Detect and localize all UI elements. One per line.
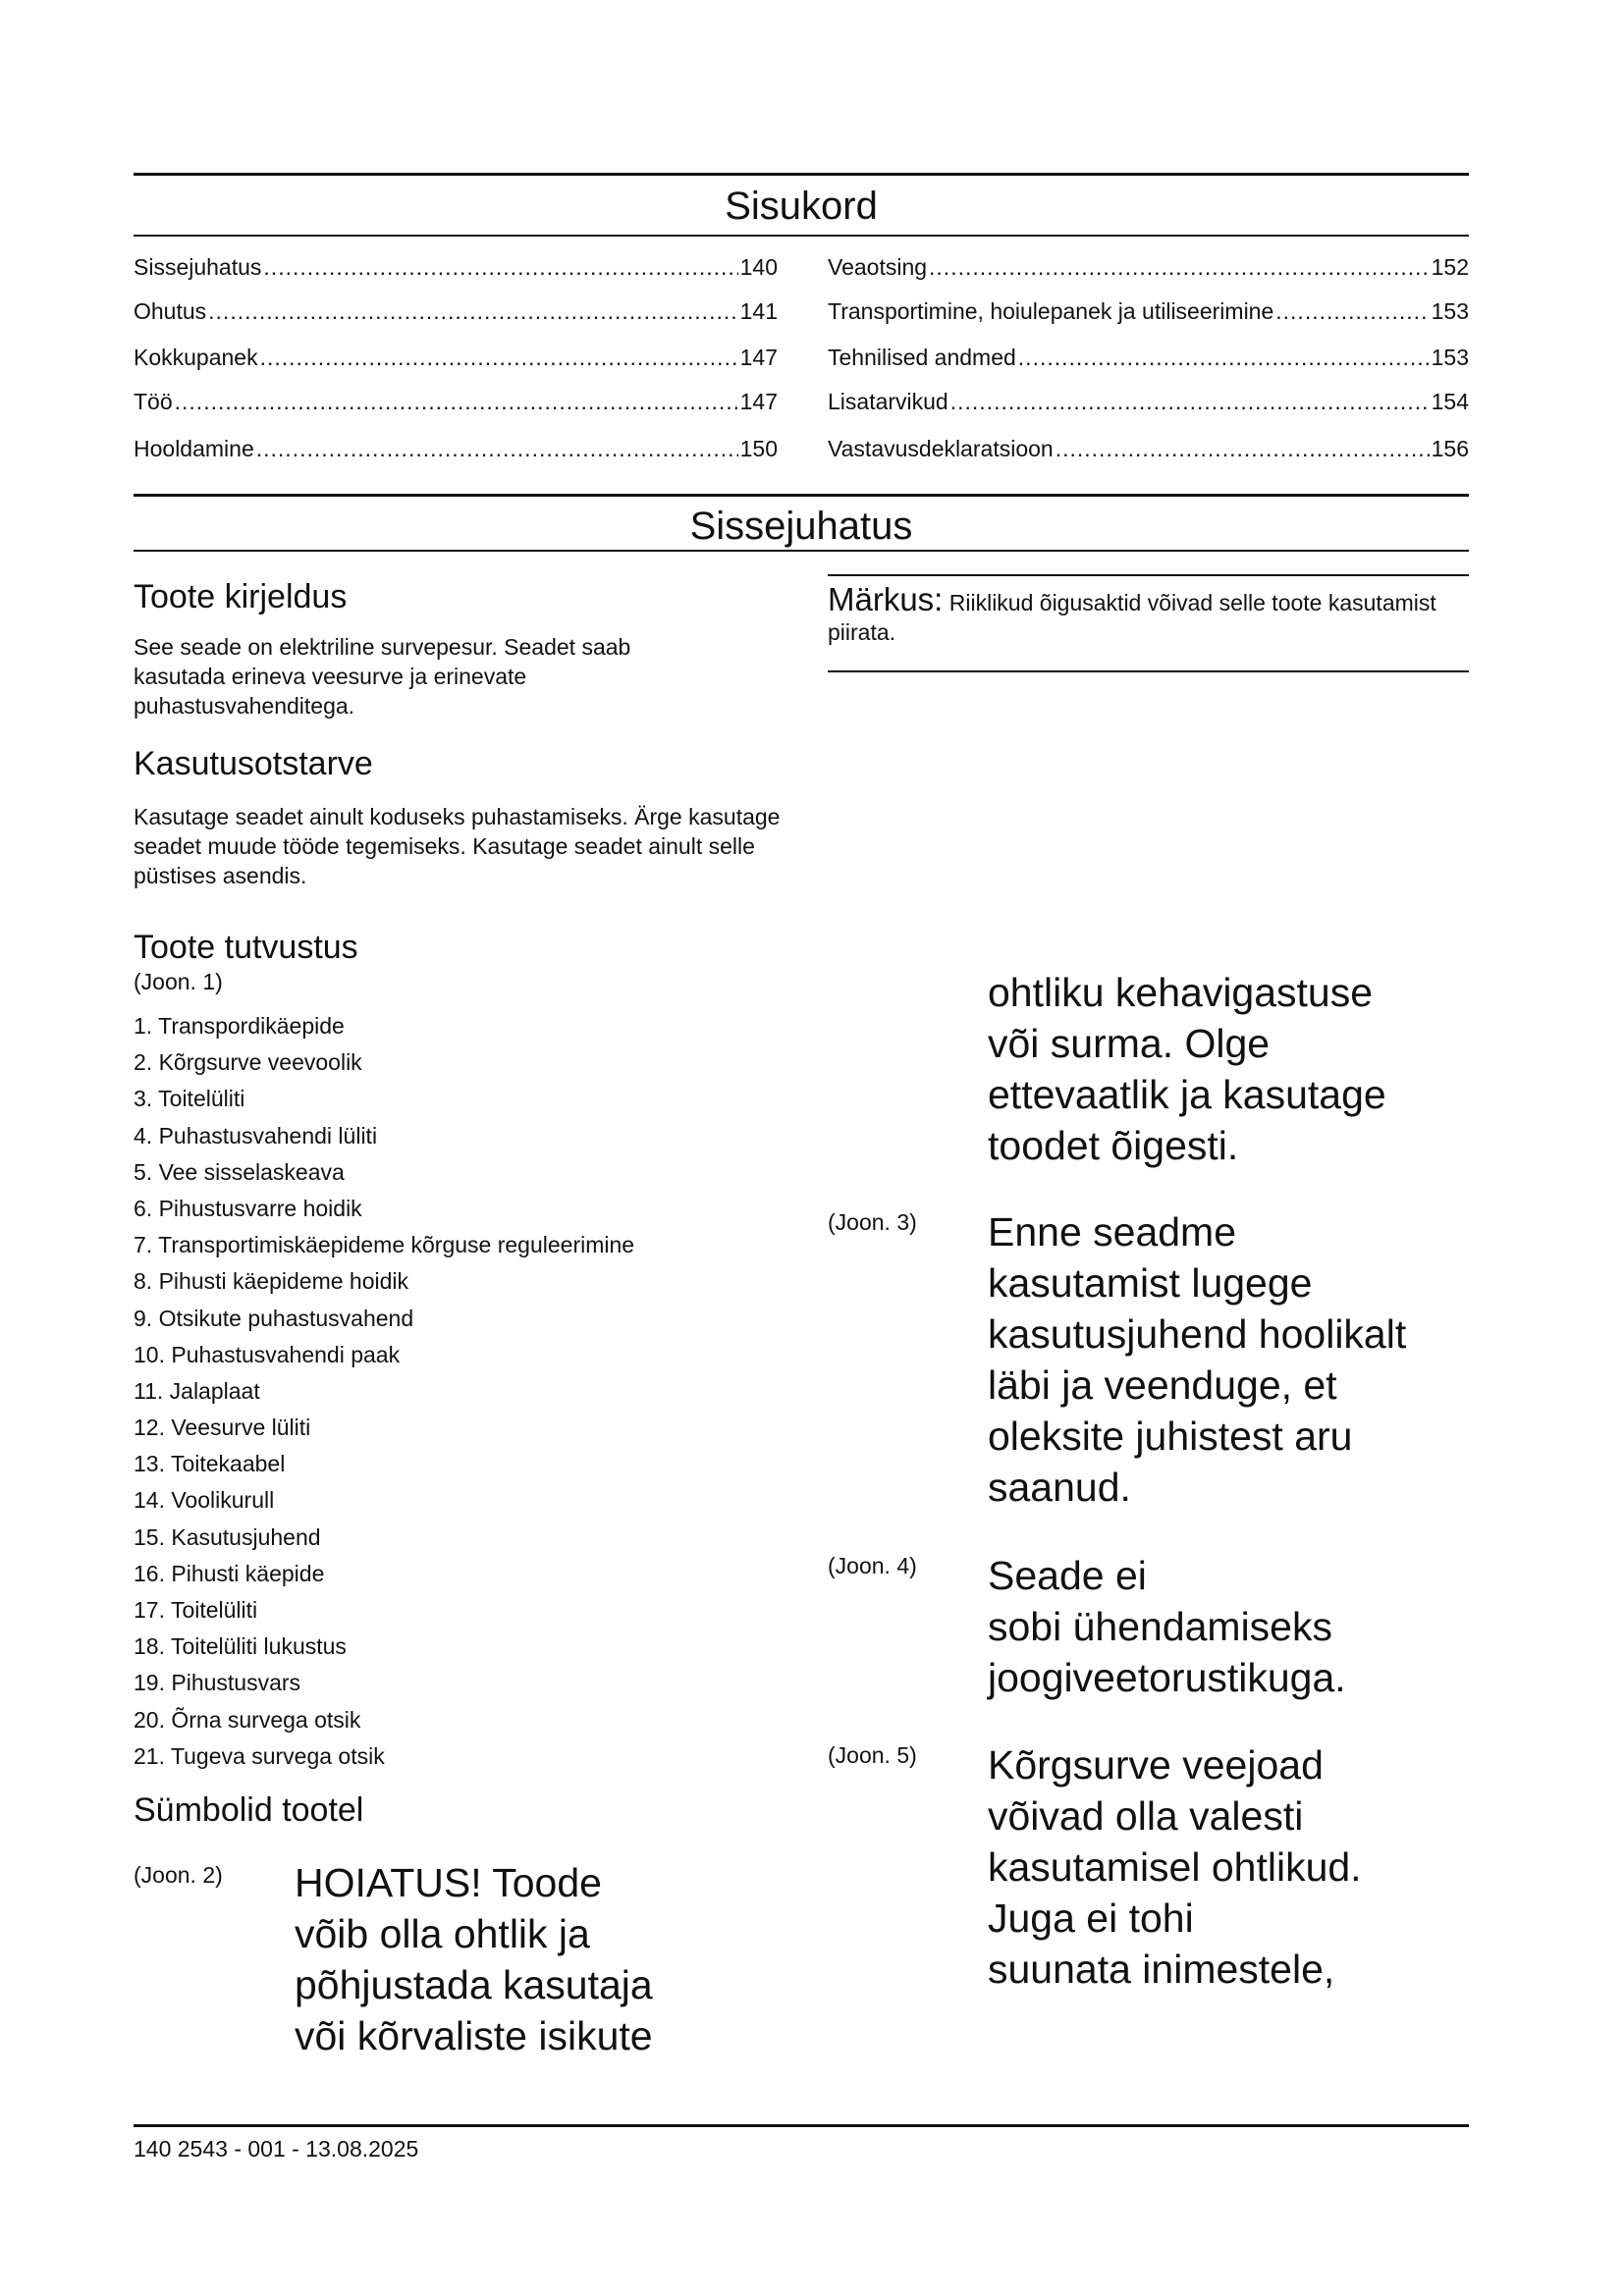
toc-entry-page: 153 (1431, 298, 1469, 324)
intro-top-rule (134, 494, 1469, 497)
toc-entry-page: 153 (1431, 345, 1469, 370)
toc-entry[interactable] (828, 295, 1469, 327)
toc-entry[interactable] (134, 342, 778, 373)
symbols-heading: Sümbolid tootel (134, 1791, 364, 1829)
toc-title: Sisukord (725, 185, 878, 228)
symbol-warning-text-continued: ohtliku kehavigastuse või surma. Olge ettevaatlik ja kasutage toodet õigesti. (988, 970, 1386, 1168)
toc-entry[interactable] (828, 342, 1469, 373)
list-item: 10. Puhastusvahendi paak (134, 1341, 401, 1367)
list-item: 17. Toitelüliti (134, 1597, 258, 1623)
toc-entry-label: Vastavusdeklaratsioon (828, 436, 1054, 461)
intended-use-heading: Kasutusotstarve (134, 745, 373, 782)
symbol-ref: (Joon. 3) (828, 1209, 917, 1235)
note-text: Riiklikud õigusaktid võivad selle toote kasutamist piirata. (828, 590, 1436, 645)
toc-entry-page: 156 (1431, 436, 1469, 461)
list-item: 9. Otsikute puhastusvahend (134, 1305, 414, 1331)
intro-title: Sissejuhatus (689, 505, 913, 548)
toc-entry-page: 150 (739, 436, 778, 461)
list-item: 21. Tugeva survega otsik (134, 1742, 385, 1769)
list-item: 12. Veesurve lüliti (134, 1415, 311, 1441)
list-item: 1. Transpordikäepide (134, 1013, 345, 1039)
toc-entry-label: Töö (134, 389, 173, 414)
toc-entry-page: 154 (1431, 389, 1469, 414)
list-item: 19. Pihustusvars (134, 1670, 301, 1696)
list-item: 6. Pihustusvarre hoidik (134, 1195, 362, 1221)
product-overview-ref: (Joon. 1) (134, 969, 223, 994)
list-item: 5. Vee sisselaskeava (134, 1158, 345, 1185)
list-item: 3. Toitelüliti (134, 1086, 245, 1112)
toc-entry-label: Kokkupanek (134, 345, 258, 370)
list-item: 13. Toitekaabel (134, 1451, 286, 1477)
toc-entry-page: 147 (739, 389, 778, 414)
symbol-warning-text: HOIATUS! Toode võib olla ohtlik ja põhjustada kasutaja või kõrvaliste isikute (295, 1860, 653, 2058)
toc-entry[interactable] (134, 251, 778, 283)
toc-entry-label: Tehnilised andmed (828, 345, 1016, 370)
symbol-ref: (Joon. 4) (828, 1553, 917, 1578)
list-item: 4. Puhastusvahendi lüliti (134, 1122, 378, 1148)
toc-entry-page: 152 (1431, 254, 1469, 280)
footer-rule (134, 2124, 1469, 2127)
intro-title-rule (134, 550, 1469, 552)
note-bottom-rule (828, 670, 1469, 672)
toc-entry-label: Transportimine, hoiulepanek ja utiliseerimine (828, 298, 1274, 324)
toc-title-rule (134, 235, 1469, 237)
note-box (828, 581, 1466, 647)
toc-entry-label: Hooldamine (134, 436, 254, 461)
toc-entry-label: Lisatarvikud (828, 389, 948, 414)
list-item: 16. Pihusti käepide (134, 1560, 325, 1586)
toc-entry-label: Sissejuhatus (134, 254, 262, 280)
list-item: 18. Toitelüliti lukustus (134, 1633, 347, 1660)
list-item: 2. Kõrgsurve veevoolik (134, 1049, 362, 1076)
list-item: 20. Õrna survega otsik (134, 1706, 361, 1733)
toc-entry[interactable] (134, 433, 778, 464)
product-overview-heading: Toote tutvustus (134, 929, 358, 966)
symbol-drinking-water-text: Seade ei sobi ühendamiseks joogiveetorustikuga. (988, 1553, 1346, 1700)
product-description-text: See seade on elektriline survepesur. Seadet saab kasutada erineva veesurve ja erinevate puhastusvahenditega. (134, 634, 631, 719)
symbol-read-manual-text: Enne seadme kasutamist lugege kasutusjuhend hoolikalt läbi ja veenduge, et oleksite juhistest aru saanud. (988, 1209, 1407, 1510)
toc-entry[interactable] (134, 295, 778, 327)
list-item: 8. Pihusti käepideme hoidik (134, 1268, 408, 1295)
note-top-rule (828, 574, 1469, 576)
toc-top-rule (134, 173, 1469, 176)
list-item: 14. Voolikurull (134, 1487, 275, 1514)
toc-entry[interactable] (828, 251, 1469, 283)
toc-entry-page: 140 (739, 254, 778, 280)
footer-doc-number: 140 2543 - 001 - 13.08.2025 (134, 2136, 419, 2162)
list-item: 7. Transportimiskäepideme kõrguse reguleerimine (134, 1232, 635, 1258)
toc-entry-page: 141 (739, 298, 778, 324)
list-item: 15. Kasutusjuhend (134, 1523, 321, 1550)
symbol-high-pressure-text: Kõrgsurve veejoad võivad olla valesti kasutamisel ohtlikud. Juga ei tohi suunata inimestele, (988, 1742, 1362, 1992)
symbol-ref: (Joon. 2) (134, 1862, 223, 1888)
intended-use-text: Kasutage seadet ainult koduseks puhastamiseks. Ärge kasutage seadet muude tööde tegemiseks. Kasutage seadet ainult selle püstises asendis. (134, 804, 781, 888)
product-overview-list (134, 1008, 634, 1775)
toc-entry[interactable] (134, 386, 778, 417)
toc-entry[interactable] (828, 386, 1469, 417)
symbol-ref: (Joon. 5) (828, 1742, 917, 1768)
toc-entry-label: Veaotsing (828, 254, 928, 280)
toc-entry-page: 147 (739, 345, 778, 370)
toc-entry-label: Ohutus (134, 298, 207, 324)
list-item: 11. Jalaplaat (134, 1377, 260, 1404)
toc-entry[interactable] (828, 433, 1469, 464)
product-description-heading: Toote kirjeldus (134, 578, 348, 615)
note-label: Märkus: (828, 581, 944, 617)
